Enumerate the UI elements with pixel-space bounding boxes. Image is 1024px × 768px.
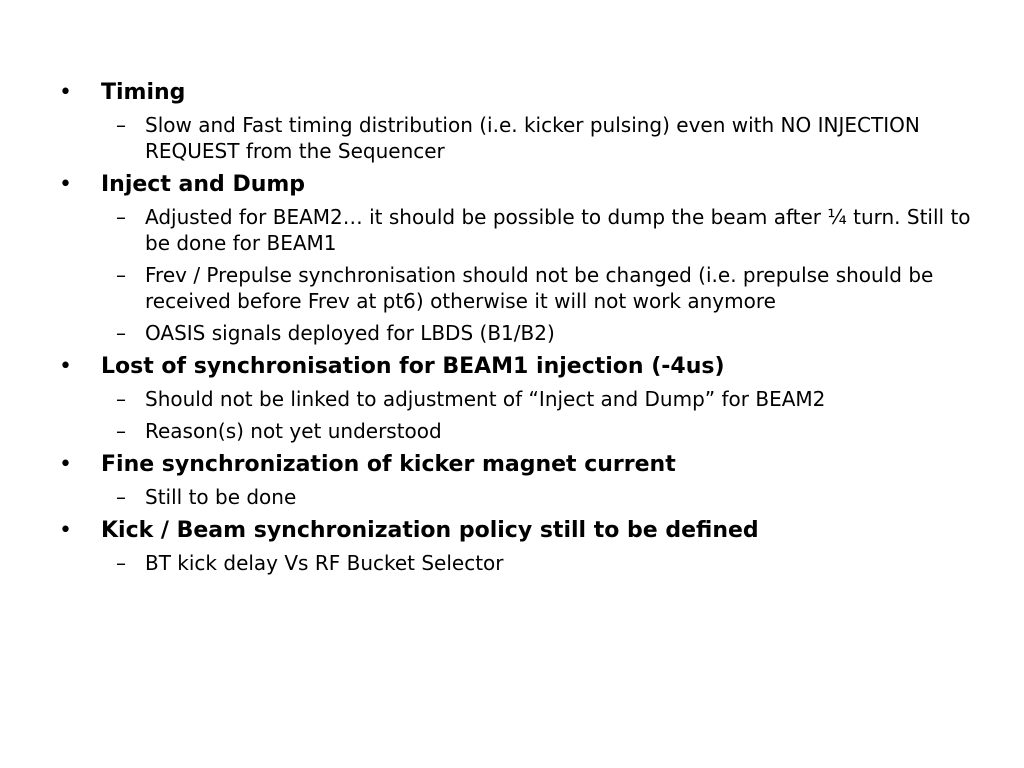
- sub-bullet-text: Frev / Prepulse synchronisation should not be changed (i.e. prepulse should be received before Frev at pt6) otherwise it will not work anymore: [145, 263, 934, 313]
- sub-bullet-item: [101, 262, 979, 314]
- bullet-heading: Lost of synchronisation for BEAM1 injection (-4us): [101, 354, 725, 379]
- sub-bullet-text: Still to be done: [145, 485, 297, 509]
- sub-bullet-item: [101, 386, 979, 412]
- sub-bullet-item: [101, 550, 979, 576]
- bullet-icon: •: [59, 518, 72, 543]
- dash-icon: –: [116, 113, 126, 137]
- sub-bullet-text: Slow and Fast timing distribution (i.e. kicker pulsing) even with NO INJECTION REQUEST from the Sequencer: [145, 113, 920, 163]
- dash-icon: –: [116, 205, 126, 229]
- sub-bullet-list: [101, 484, 979, 510]
- bullet-item-kick-beam-policy: [59, 516, 979, 576]
- sub-bullet-text: Should not be linked to adjustment of “Inject and Dump” for BEAM2: [145, 387, 826, 411]
- dash-icon: –: [116, 485, 126, 509]
- sub-bullet-text: Reason(s) not yet understood: [145, 419, 442, 443]
- sub-bullet-item: [101, 112, 979, 164]
- dash-icon: –: [116, 419, 126, 443]
- bullet-heading: Timing: [101, 80, 186, 105]
- bullet-item-fine-synchronization: [59, 450, 979, 510]
- dash-icon: –: [116, 387, 126, 411]
- bullet-list: [59, 78, 979, 576]
- sub-bullet-item: [101, 320, 979, 346]
- sub-bullet-list: [101, 204, 979, 346]
- sub-bullet-list: [101, 550, 979, 576]
- bullet-heading: Fine synchronization of kicker magnet current: [101, 452, 676, 477]
- bullet-icon: •: [59, 80, 72, 105]
- dash-icon: –: [116, 321, 126, 345]
- sub-bullet-item: [101, 204, 979, 256]
- bullet-icon: •: [59, 172, 72, 197]
- dash-icon: –: [116, 263, 126, 287]
- bullet-item-timing: [59, 78, 979, 164]
- bullet-item-inject-and-dump: [59, 170, 979, 346]
- dash-icon: –: [116, 551, 126, 575]
- bullet-icon: •: [59, 452, 72, 477]
- sub-bullet-text: Adjusted for BEAM2… it should be possible to dump the beam after ¼ turn. Still to be done for BEAM1: [145, 205, 971, 255]
- bullet-heading: Inject and Dump: [101, 172, 306, 197]
- bullet-item-lost-of-synchronisation: [59, 352, 979, 444]
- sub-bullet-text: BT kick delay Vs RF Bucket Selector: [145, 551, 504, 575]
- sub-bullet-list: [101, 112, 979, 164]
- sub-bullet-item: [101, 418, 979, 444]
- sub-bullet-item: [101, 484, 979, 510]
- sub-bullet-list: [101, 386, 979, 444]
- bullet-icon: •: [59, 354, 72, 379]
- bullet-heading: Kick / Beam synchronization policy still to be defined: [101, 518, 759, 543]
- sub-bullet-text: OASIS signals deployed for LBDS (B1/B2): [145, 321, 555, 345]
